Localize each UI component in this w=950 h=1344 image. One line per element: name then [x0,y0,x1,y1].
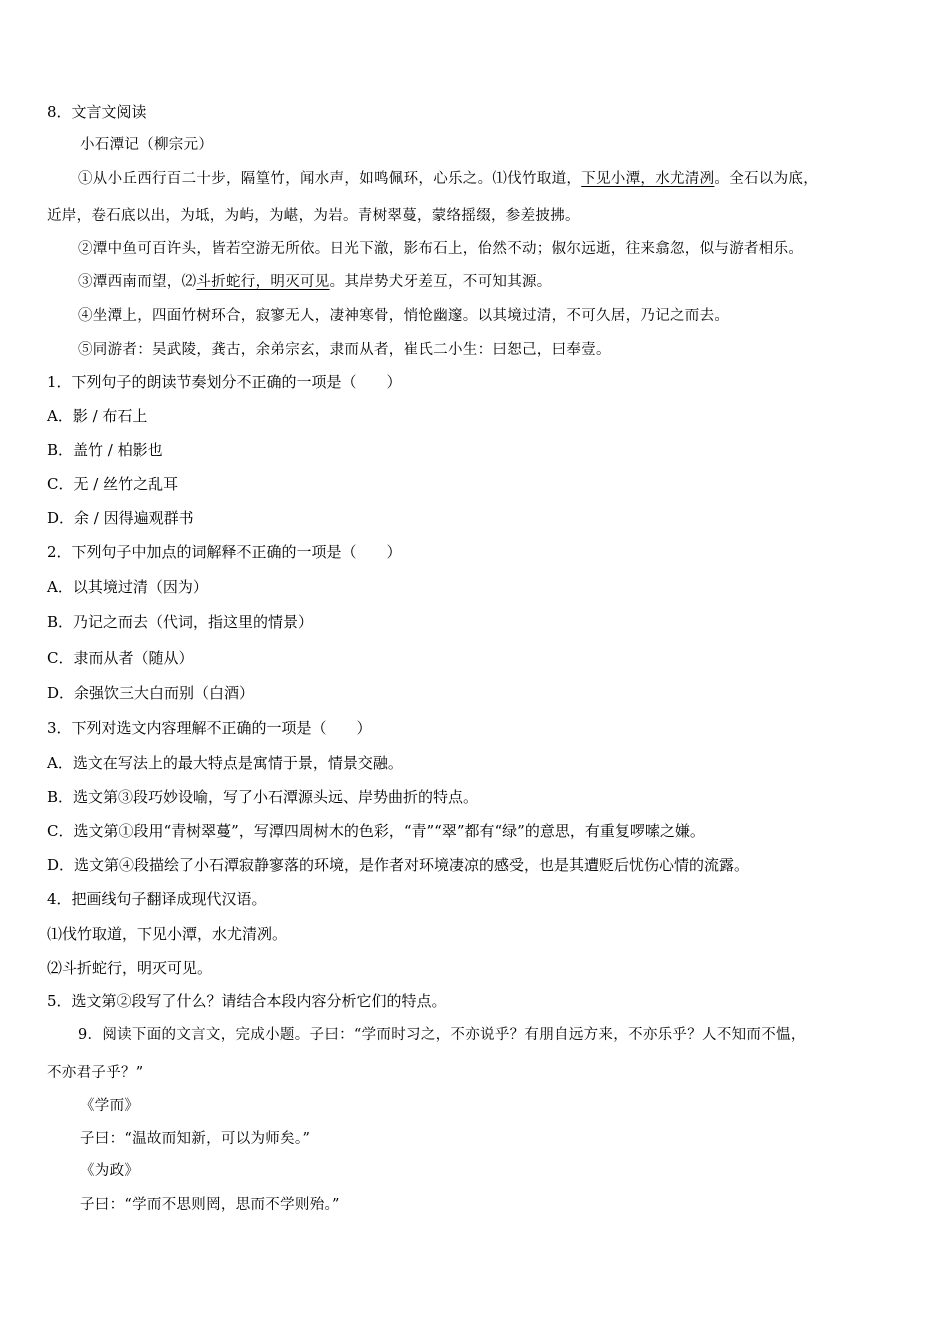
underlined-sentence-1: 下见小潭，水尤清冽 [581,171,715,187]
question-1-stem: 1．下列句子的朗读节奏划分不正确的一项是（ ） [47,373,402,391]
question-2-option-c: C．隶而从者（随从） [47,649,194,667]
question-3-option-c: C．选文第①段用“青树翠蔓”，写潭四周树木的色彩，“青”“翠”都有“绿”的意思，有重复啰嗦之嫌。 [47,822,705,840]
question-1-option-c: C．无 / 丝竹之乱耳 [47,475,179,493]
question-3-option-a: A．选文在写法上的最大特点是寓情于景，情景交融。 [47,754,403,772]
paragraph-1-text-a: ①从小丘西行百二十步，隔篁竹，闻水声，如鸣佩环，心乐之。⑴伐竹取道， [78,171,582,187]
question-4-sentence-1: ⑴伐竹取道，下见小潭，水尤清冽。 [47,925,288,943]
question-2-stem: 2．下列句子中加点的词解释不正确的一项是（ ） [47,543,402,561]
section-9-intro-continuation: 不亦君子乎？” [47,1065,144,1081]
passage-title: 小石潭记（柳宗元） [80,137,214,153]
passage-paragraph-3 [78,272,552,292]
question-2-option-a: A．以其境过清（因为） [47,578,208,596]
underlined-sentence-2: 斗折蛇行，明灭可见 [196,274,330,290]
section-8-heading: 8．文言文阅读 [47,103,147,121]
question-4-stem: 4．把画线句子翻译成现代汉语。 [47,890,267,908]
passage-paragraph-5: ⑤同游者：吴武陵，龚古，余弟宗玄，隶而从者，崔氏二小生：曰恕己，曰奉壹。 [78,342,611,358]
question-1-option-d: D．余 / 因得遍观群书 [47,509,194,527]
question-2-option-b: B．乃记之而去（代词，指这里的情景） [47,613,314,631]
question-1-option-a: A．影 / 布石上 [47,407,148,425]
question-4-sentence-2: ⑵斗折蛇行，明灭可见。 [47,959,213,977]
passage-paragraph-2: ②潭中鱼可百许头，皆若空游无所依。日光下澈，影布石上，佁然不动；俶尔远逝，往来翕忽，似与游者相乐。 [78,241,804,257]
paragraph-3-text-b: 。其岸势犬牙差互，不可知其源。 [329,274,552,290]
passage-paragraph-4: ④坐潭上，四面竹树环合，寂寥无人，凄神寒骨，悄怆幽邃。以其境过清，不可久居，乃记之而去。 [78,308,730,324]
quote-wen-gu: 子曰：“温故而知新，可以为师矣。” [80,1131,311,1147]
paragraph-3-text-a: ③潭西南而望，⑵ [78,274,197,290]
paragraph-1-text-b: 。全石以为底， [714,171,819,187]
source-wei-zheng: 《为政》 [80,1163,140,1179]
question-2-option-d: D．余强饮三大白而别（白酒） [47,684,255,702]
section-9-intro: 9．阅读下面的文言文，完成小题。子曰：“学而时习之，不亦说乎？有朋自远方来，不亦乐乎？人不知而不愠， [78,1027,806,1043]
question-5-stem: 5．选文第②段写了什么？请结合本段内容分析它们的特点。 [47,992,447,1010]
paragraph-1-continuation: 近岸，卷石底以出，为坻，为屿，为嵁，为岩。青树翠蔓，蒙络摇缀，参差披拂。 [47,208,580,224]
question-3-option-d: D．选文第④段描绘了小石潭寂静寥落的环境，是作者对环境凄凉的感受，也是其遭贬后忧伤心情的流露。 [47,856,750,874]
question-3-stem: 3．下列对选文内容理解不正确的一项是（ ） [47,719,372,737]
quote-xue-er-bu-si: 子曰：“学而不思则罔，思而不学则殆。” [80,1197,340,1213]
source-xue-er: 《学而》 [80,1098,140,1114]
passage-paragraph-1 [78,169,818,189]
question-1-option-b: B．盖竹 / 柏影也 [47,441,163,459]
question-3-option-b: B．选文第③段巧妙设喻，写了小石潭源头远、岸势曲折的特点。 [47,788,479,806]
